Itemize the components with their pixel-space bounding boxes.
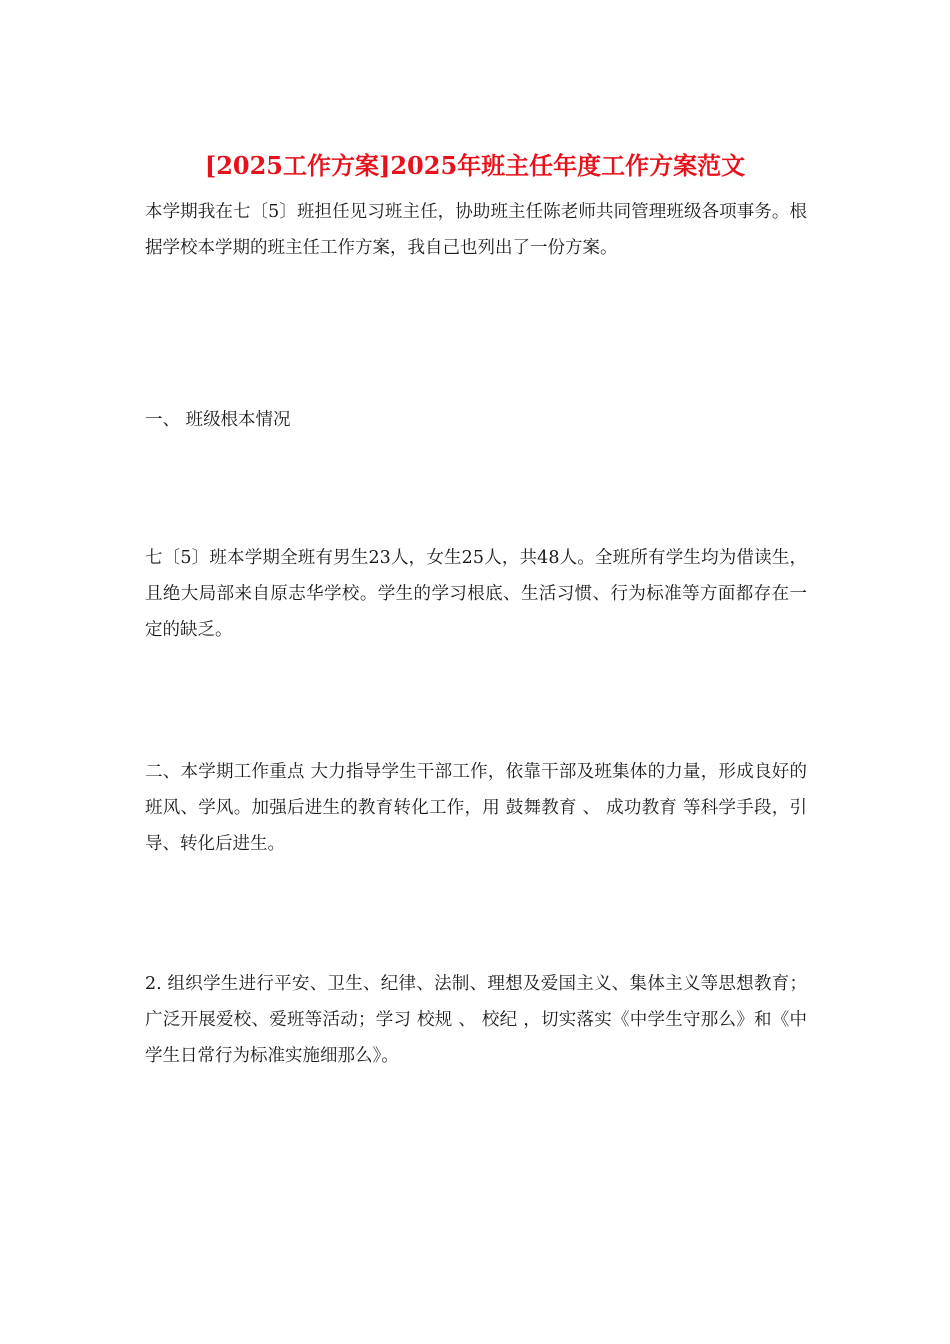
intro-paragraph: 本学期我在七〔5〕班担任见习班主任，协助班主任陈老师共同管理班级各项事务。根据学校本学期的班主任工作方案，我自己也列出了一份方案。 xyxy=(145,202,807,258)
section-2-body: 二、本学期工作重点 大力指导学生干部工作，依靠干部及班集体的力量，形成良好的班风、学风。加强后进生的教育转化工作，用 鼓舞教育 、 成功教育 等科学手段，引导、转化后进生。 xyxy=(145,762,807,854)
section-2-item-2: 2. 组织学生进行平安、卫生、纪律、法制、理想及爱国主义、集体主义等思想教育；广泛开展爱校、爱班等活动；学习 校规 、 校纪 ，切实落实《中学生守那么》和《中学生日常行为标准实施细那么》。 xyxy=(145,974,807,1066)
section-1-body: 七〔5〕班本学期全班有男生23人，女生25人，共48人。全班所有学生均为借读生，且绝大局部来自原志华学校。学生的学习根底、生活习惯、行为标准等方面都存在一定的缺乏。 xyxy=(145,548,807,640)
document-title: [2025工作方案]2025年班主任年度工作方案范文 xyxy=(204,151,746,180)
section-1-heading: 一、 班级根本情况 xyxy=(145,410,291,430)
